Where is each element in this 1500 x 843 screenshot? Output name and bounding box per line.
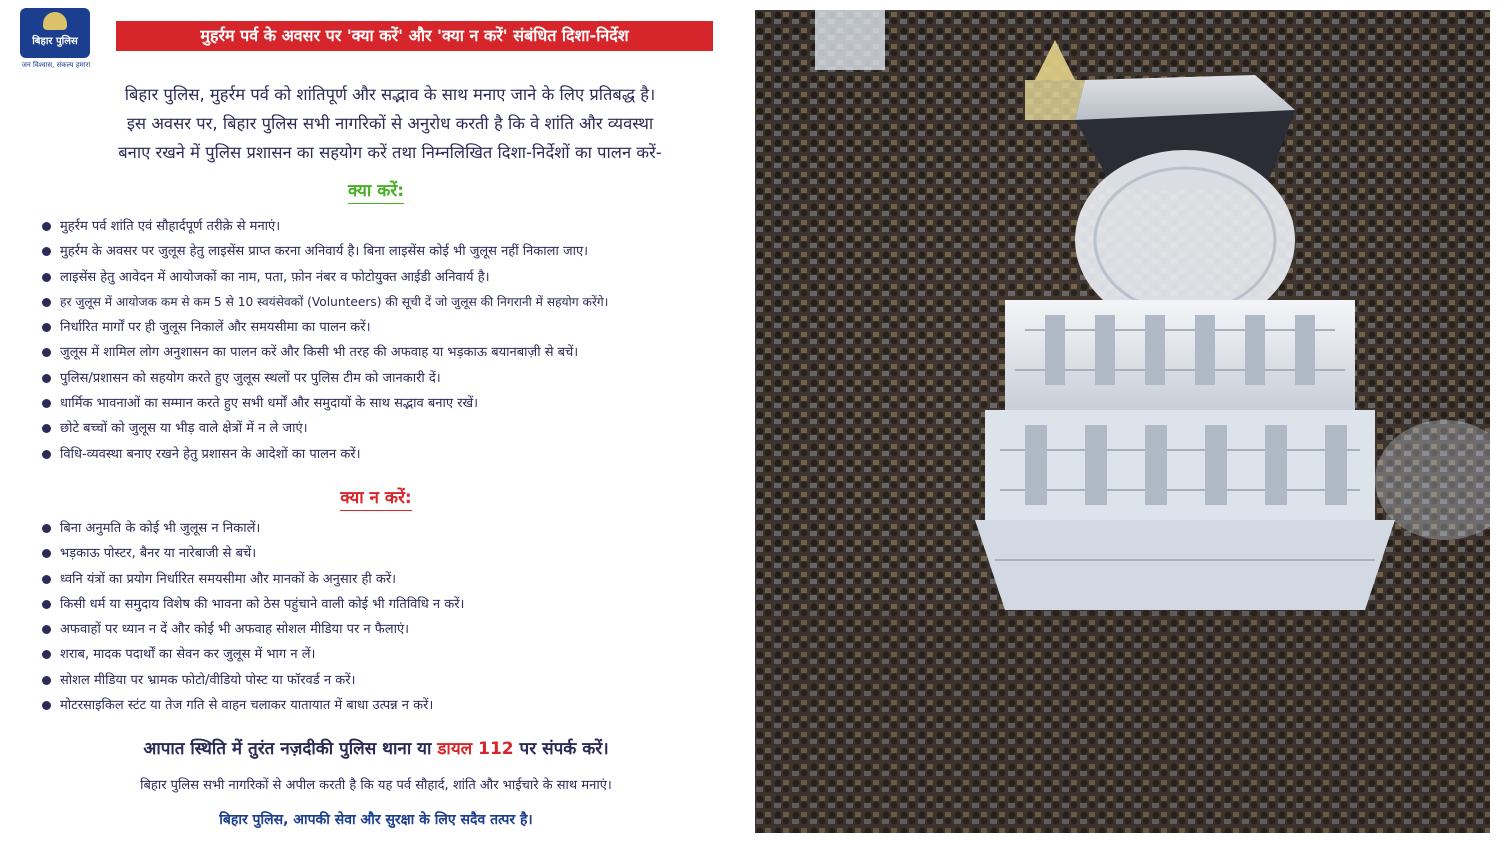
intro-line: बिहार पुलिस, मुहर्रम पर्व को शांतिपूर्ण और सद्भाव के साथ मनाए जाने के लिए प्रतिबद्ध है। bbox=[124, 85, 656, 104]
bullet-icon bbox=[42, 273, 51, 282]
bullet-icon bbox=[42, 625, 51, 634]
list-item: अफवाहों पर ध्यान न दें और कोई भी अफवाह सोशल मीडिया पर न फैलाएं। bbox=[42, 617, 747, 642]
list-item: किसी धर्म या समुदाय विशेष की भावना को ठेस पहुंचाने वाली कोई भी गतिविधि न करें। bbox=[42, 592, 747, 617]
list-item: मुहर्रम पर्व शांति एवं सौहार्दपूर्ण तरीक़े से मनाएं। bbox=[42, 214, 747, 239]
bullet-icon bbox=[42, 701, 51, 710]
list-item: लाइसेंस हेतु आवेदन में आयोजकों का नाम, पता, फ़ोन नंबर व फोटोयुक्त आईडी अनिवार्य है। bbox=[42, 265, 747, 290]
list-item: मोटरसाइकिल स्टंट या तेज गति से वाहन चलाकर यातायात में बाधा उत्पन्न न करें। bbox=[42, 693, 747, 718]
bullet-icon bbox=[42, 575, 51, 584]
list-item: शराब, मादक पदार्थों का सेवन कर जुलूस में भाग न लें। bbox=[42, 642, 747, 667]
list-item: जुलूस में शामिल लोग अनुशासन का पालन करें और किसी भी तरह की अफवाह या भड़काऊ बयानबाज़ी से बचें। bbox=[42, 340, 747, 365]
list-item: धार्मिक भावनाओं का सम्मान करते हुए सभी धर्मों और समुदायों के साथ सद्भाव बनाए रखें। bbox=[42, 391, 747, 416]
bullet-icon bbox=[42, 323, 51, 332]
dos-heading bbox=[0, 178, 752, 201]
bullet-icon bbox=[42, 222, 51, 231]
list-item: सोशल मीडिया पर भ्रामक फोटो/वीडियो पोस्ट या फॉरवर्ड न करें। bbox=[42, 668, 747, 693]
bullet-icon bbox=[42, 247, 51, 256]
closing-statement: बिहार पुलिस, आपकी सेवा और सुरक्षा के लिए सदैव तत्पर है। bbox=[219, 812, 533, 828]
intro-line: इस अवसर पर, बिहार पुलिस सभी नागरिकों से अनुरोध करती है कि वे शांति और व्यवस्था bbox=[126, 114, 654, 133]
list-item: बिना अनुमति के कोई भी जुलूस न निकालें। bbox=[42, 516, 747, 541]
bullet-icon bbox=[42, 600, 51, 609]
bullet-icon bbox=[42, 399, 51, 408]
dos-heading-text: क्या करें: bbox=[348, 181, 404, 204]
dial-112-highlight: डायल 112 bbox=[437, 739, 514, 759]
list-item: छोटे बच्चों को जुलूस या भीड़ वाले क्षेत्रों में न ले जाएं। bbox=[42, 416, 747, 441]
bullet-icon bbox=[42, 450, 51, 459]
photo-illustration bbox=[755, 10, 1490, 833]
list-item: पुलिस/प्रशासन को सहयोग करते हुए जुलूस स्थलों पर पुलिस टीम को जानकारी दें। bbox=[42, 366, 747, 391]
bullet-icon bbox=[42, 298, 51, 307]
list-item: निर्धारित मार्गों पर ही जुलूस निकालें और समयसीमा का पालन करें। bbox=[42, 315, 747, 340]
emergency-prefix: आपात स्थिति में तुरंत नज़दीकी पुलिस थाना या bbox=[143, 739, 438, 759]
emergency-suffix: पर संपर्क करें। bbox=[513, 739, 609, 759]
intro-paragraph bbox=[40, 80, 740, 167]
list-item: भड़काऊ पोस्टर, बैनर या नारेबाजी से बचें। bbox=[42, 541, 747, 566]
logo-tagline: जन विश्वास, संकल्प हमारा bbox=[21, 61, 91, 69]
list-item: मुहर्रम के अवसर पर जुलूस हेतु लाइसेंस प्राप्त करना अनिवार्य है। बिना लाइसेंस कोई भी जुलूस नहीं निकाला जाए। bbox=[42, 239, 747, 264]
logo-text: बिहार पुलिस bbox=[32, 36, 78, 47]
list-item: ध्वनि यंत्रों का प्रयोग निर्धारित समयसीमा और मानकों के अनुसार ही करें। bbox=[42, 567, 747, 592]
muharram-procession-photo bbox=[755, 10, 1490, 833]
emblem-icon bbox=[43, 12, 67, 30]
bihar-police-logo bbox=[20, 8, 90, 58]
donts-list bbox=[42, 516, 747, 718]
bullet-icon bbox=[42, 524, 51, 533]
bullet-icon bbox=[42, 676, 51, 685]
emergency-notice bbox=[0, 736, 752, 759]
dos-list bbox=[42, 214, 747, 467]
intro-line: बनाए रखने में पुलिस प्रशासन का सहयोग करें तथा निम्नलिखित दिशा-निर्देशों का पालन करें- bbox=[118, 143, 662, 162]
bullet-icon bbox=[42, 549, 51, 558]
bullet-icon bbox=[42, 374, 51, 383]
bullet-icon bbox=[42, 348, 51, 357]
list-item: विधि-व्यवस्था बनाए रखने हेतु प्रशासन के आदेशों का पालन करें। bbox=[42, 442, 747, 467]
donts-heading-text: क्या न करें: bbox=[340, 488, 411, 511]
bullet-icon bbox=[42, 650, 51, 659]
bullet-icon bbox=[42, 424, 51, 433]
list-item: हर जुलूस में आयोजक कम से कम 5 से 10 स्वयंसेवकों (Volunteers) की सूची दें जो जुलूस की निगरानी में सहयोग करेंगे। bbox=[42, 290, 747, 315]
appeal-text: बिहार पुलिस सभी नागरिकों से अपील करती है कि यह पर्व सौहार्द, शांति और भाईचारे के साथ मनाएं। bbox=[140, 778, 612, 793]
donts-heading bbox=[0, 485, 752, 508]
page-title: मुहर्रम पर्व के अवसर पर 'क्या करें' और 'क्या न करें' संबंधित दिशा-निर्देश bbox=[116, 21, 713, 51]
